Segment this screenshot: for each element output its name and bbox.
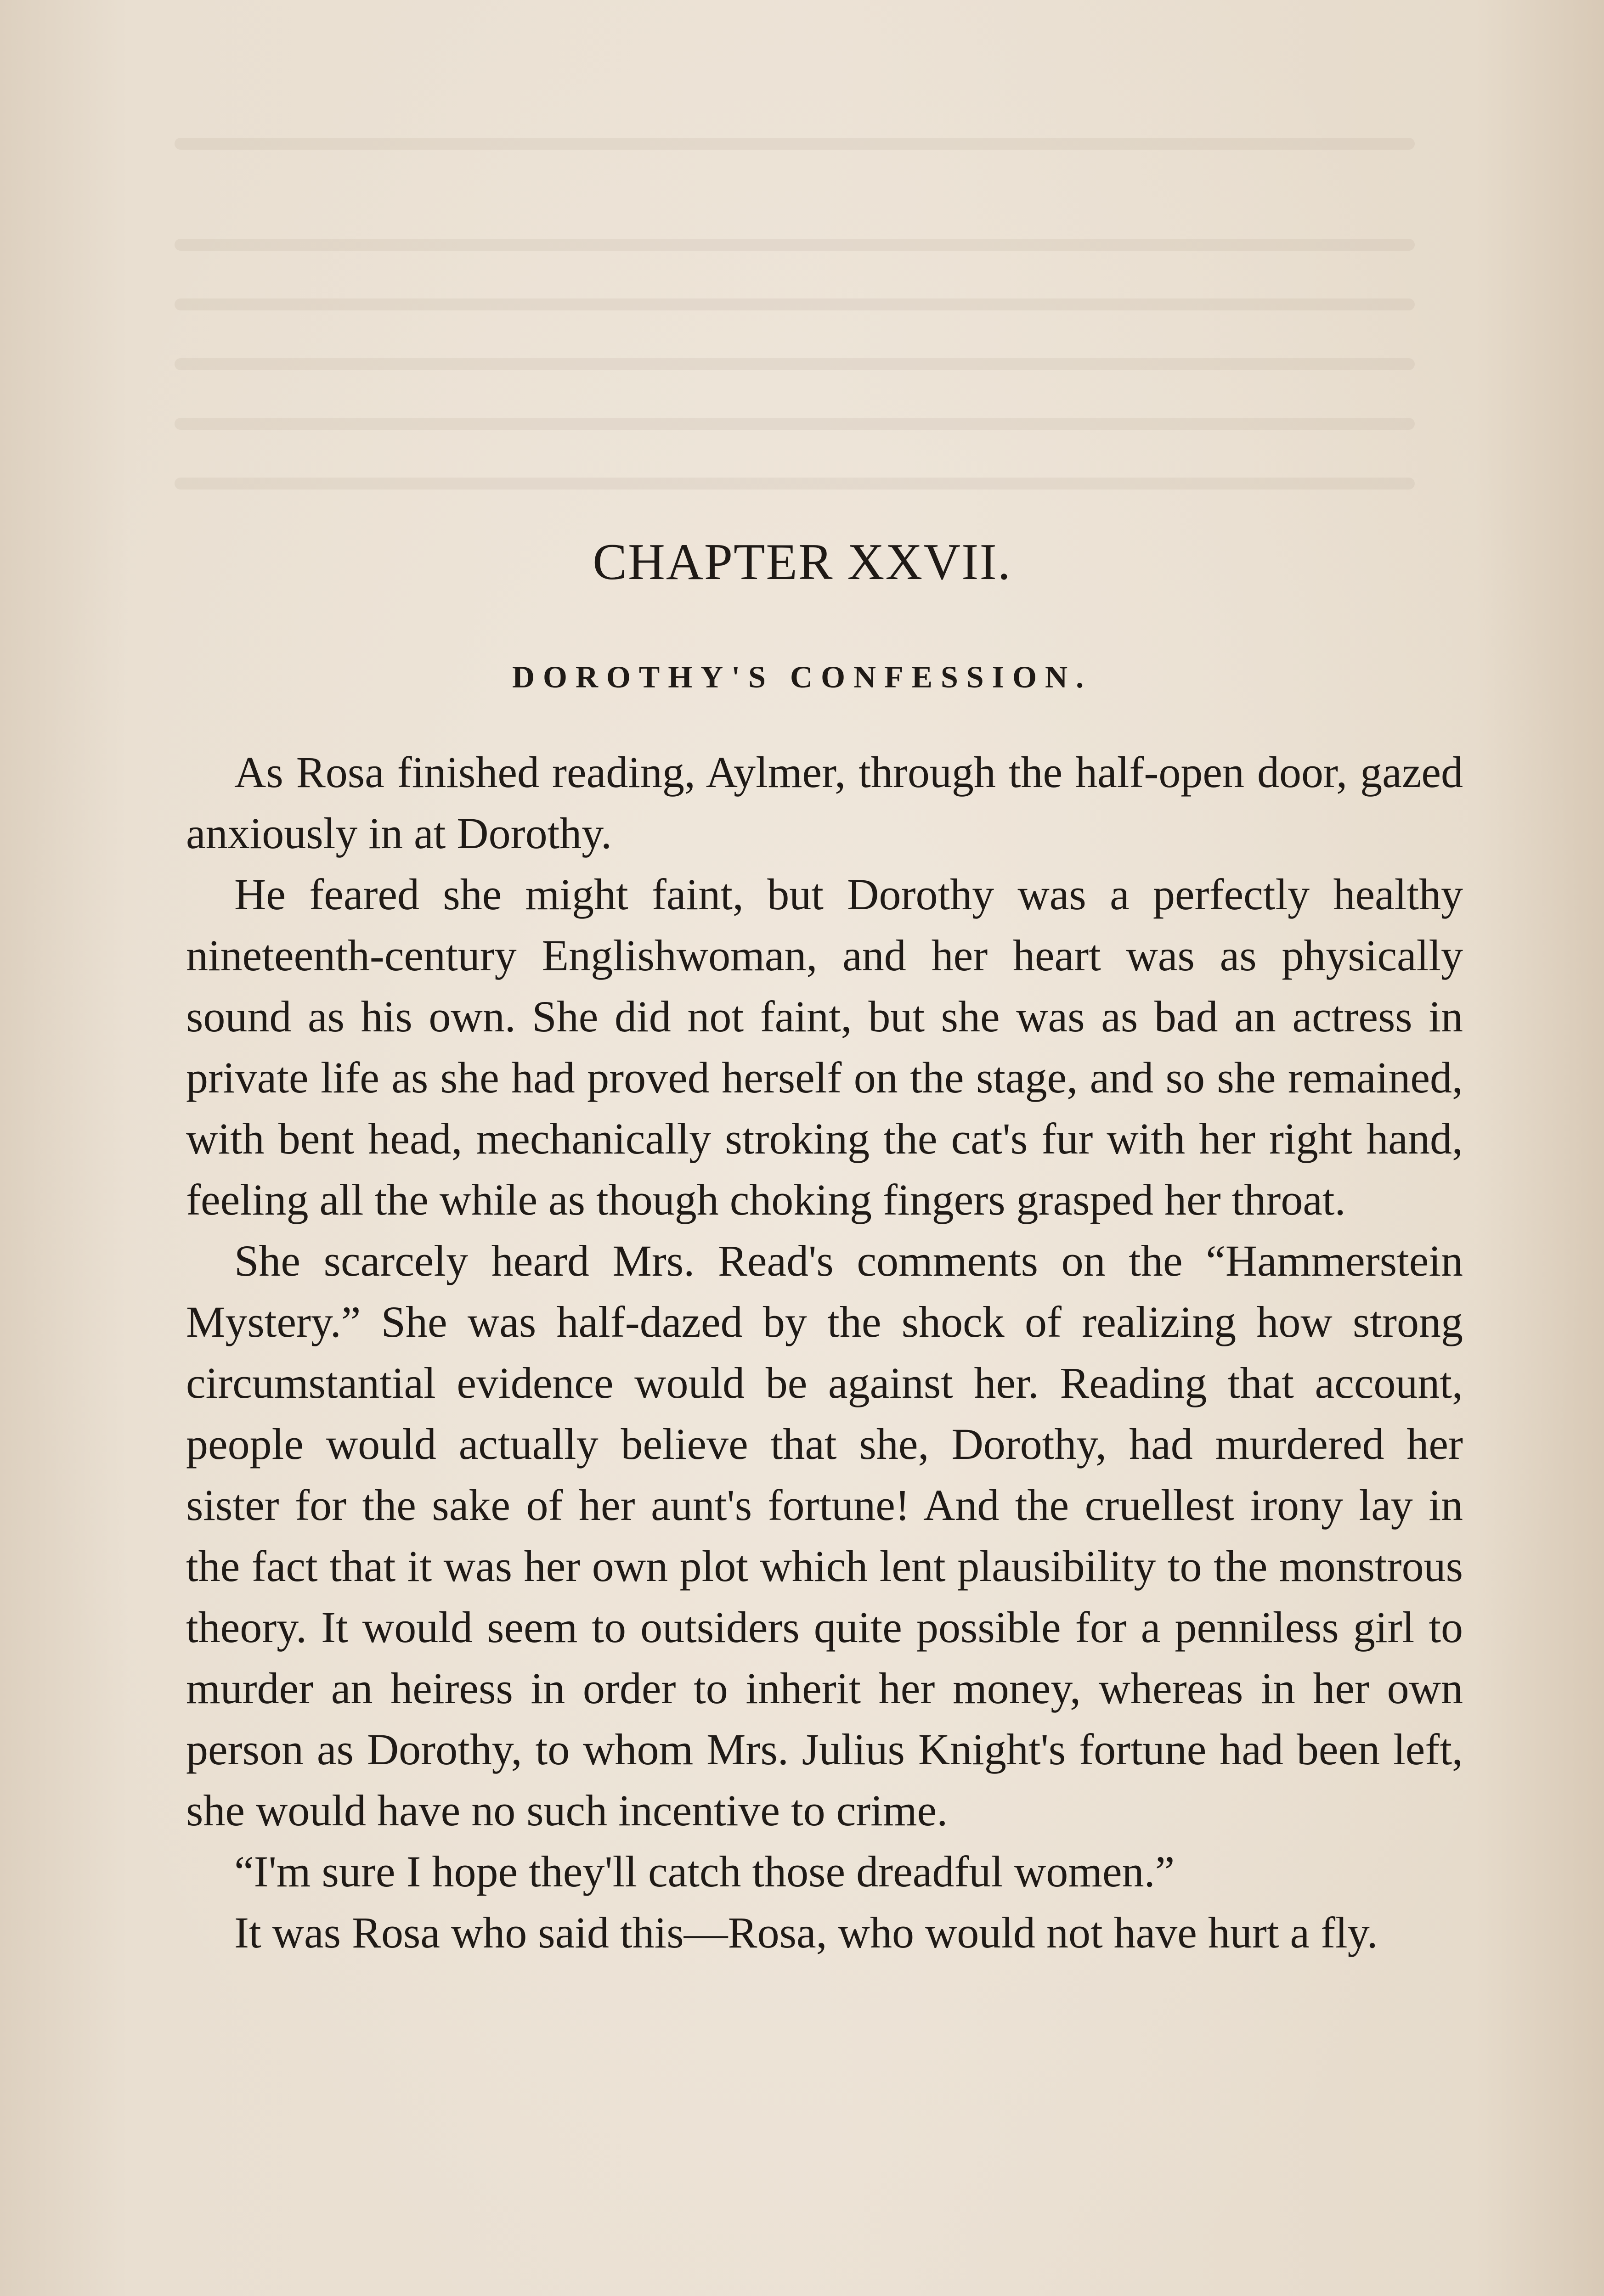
paragraph: It was Rosa who said this—Rosa, who would not have hurt a fly.: [234, 1908, 1378, 1957]
bleed-through-line: [175, 358, 1415, 370]
bleed-through-line: [175, 298, 1415, 310]
paragraph: “I'm sure I hope they'll catch those dreadful women.”: [234, 1847, 1175, 1896]
bleed-through-line: [175, 418, 1415, 430]
chapter-number: CHAPTER XXVII.: [593, 534, 1011, 591]
bleed-through-line: [175, 478, 1415, 490]
paragraph: As Rosa finished reading, Aylmer, through the half-open door, gazed anxiously in at Dorothy.: [186, 748, 1463, 858]
bleed-through-line: [175, 239, 1415, 251]
chapter-body: [186, 742, 1463, 1963]
chapter-title: DOROTHY'S CONFESSION.: [512, 659, 1092, 694]
paragraph: He feared she might faint, but Dorothy was a perfectly healthy nineteenth-century Englishwoman, and her heart was as physically sound as his own. She did not faint, but she was as bad an actress in private life as she had proved herself on the stage, and so she remained, with bent head, mechanically stroking the cat's fur with her right hand, feeling all the while as though choking fingers grasped her throat.: [186, 870, 1463, 1224]
bleed-through-line: [175, 138, 1415, 150]
paragraph: She scarcely heard Mrs. Read's comments on the “Hammerstein Mystery.” She was half-dazed by the shock of realizing how strong circumstantial evidence would be against her. Reading that account, people would actually believe that she, Dorothy, had murdered her sister for the sake of her aunt's fortune! And the cruellest irony lay in the fact that it was her own plot which lent plausibility to the monstrous theory. It would seem to outsiders quite possible for a penniless girl to murder an heiress in order to inherit her money, whereas in her own person as Dorothy, to whom Mrs. Julius Knight's fortune had been left, she would have no such incentive to crime.: [186, 1236, 1463, 1835]
